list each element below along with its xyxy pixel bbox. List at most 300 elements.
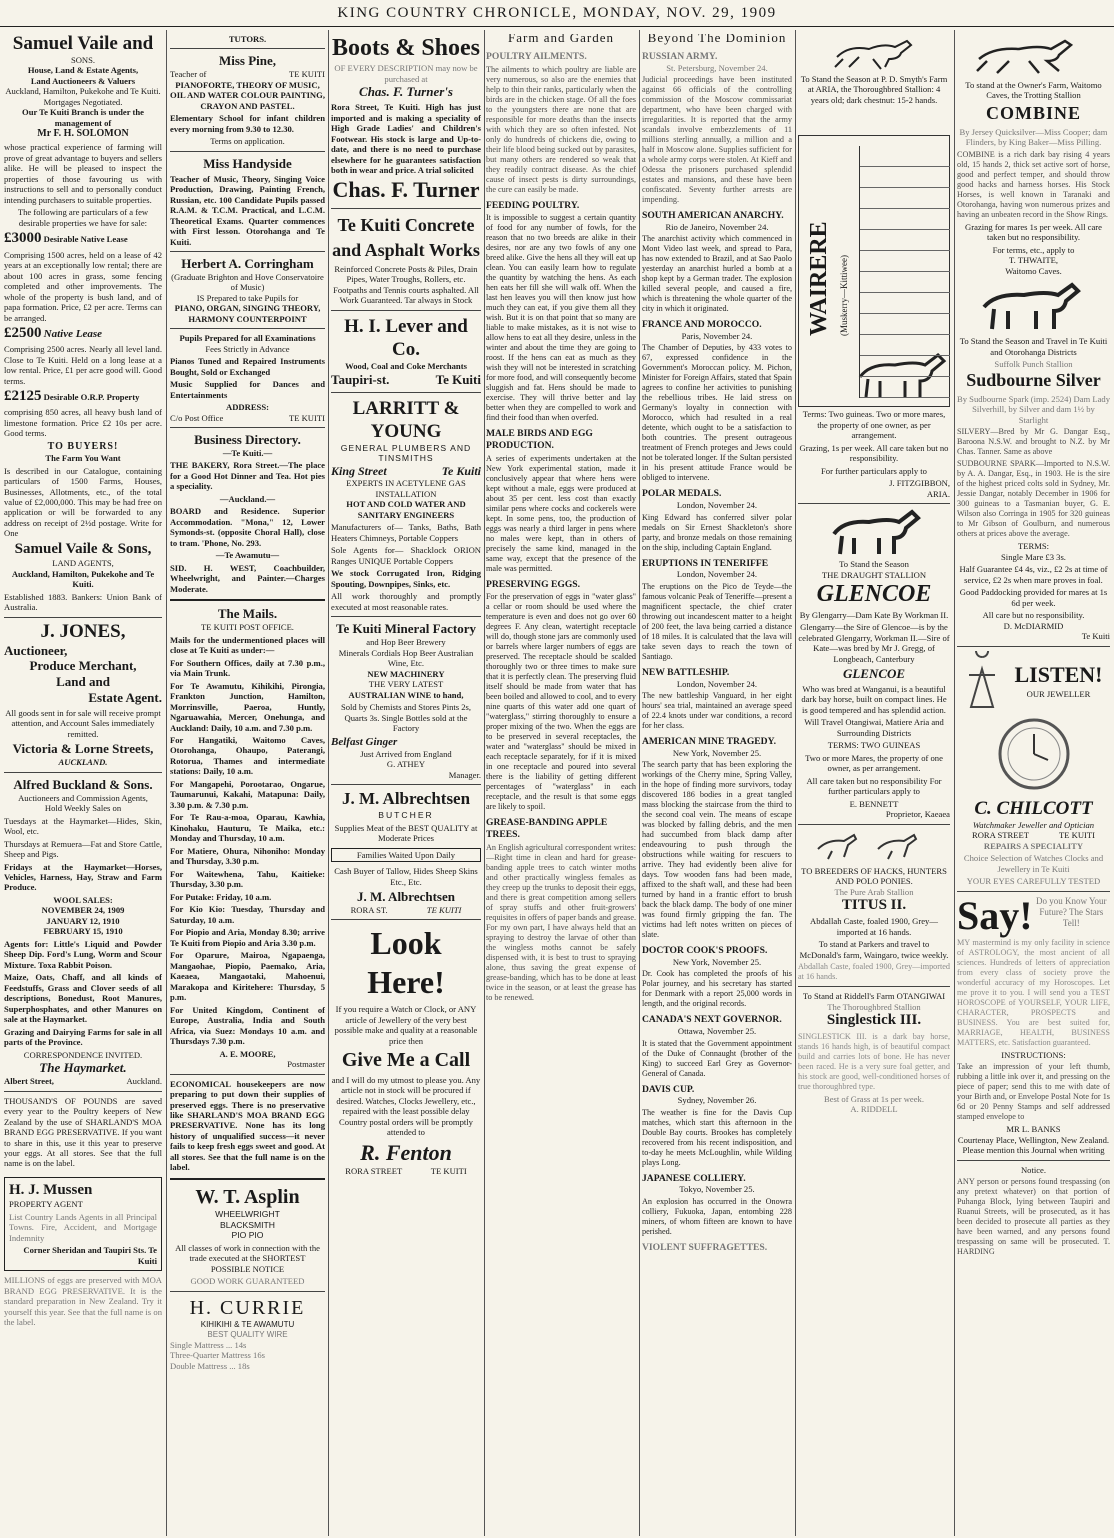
- all-work: All work thoroughly and promptly executed at most reasonable rates.: [331, 591, 481, 612]
- column-rule: [484, 30, 485, 1536]
- column-1: [4, 34, 162, 1532]
- chilcott-town: TE KUITI: [1058, 830, 1096, 841]
- corringham-exams: Pupils Prepared for all Examinations: [179, 333, 316, 344]
- hop-brewery: and Hop Beer Brewery: [366, 637, 446, 648]
- vaile-towns-2: Auckland, Hamilton, Pukekohe and Te Kuiti.: [11, 568, 155, 590]
- combine-name: COMBINE: [985, 102, 1081, 123]
- buckland-sub: Auctioneers and Commission Agents,: [18, 792, 148, 803]
- poultry-text: The ailments to which poultry are liable are very numerous, so also are the enemies that help to thin their ranks, particularly when the birds are in the chicken stage. Of all the foes to the youngsters there are none that are responsible for more deaths than the insects with which they are so often infested. Not only do hundreds of chickens die, owing to their life blood being sucked out by parasites, but many others are rendered so weak that they readily contract disease. As the chief cause of insect pests is dirty surroundings, the cure can easily be made.: [486, 64, 636, 194]
- good-work: GOOD WORK GUARANTEED: [190, 1276, 305, 1287]
- davis-text: The weather is fine for the Davis Cup matches, which start this afternoon in the Double Bay courts. Brookes has completely recovered from his recent indisposition, and to-day he meets McLoughlin, while Wilding plays Long.: [642, 1107, 792, 1167]
- glencoe-text: Who was bred at Wanganui, is a beautiful dark bay horse, built on compact lines. He is good tempered and has splendid action.: [801, 683, 947, 715]
- best-quality-wire: BEST QUALITY WIRE: [207, 1329, 288, 1339]
- say: Say!: [957, 892, 1033, 938]
- masthead: KING COUNTRY CHRONICLE, MONDAY, NOV. 29, 1909: [0, 0, 1114, 27]
- mussen-text: List Country Lands Agents in all Principal Towns. Fire, Accident, and Mortgage Indemnity: [9, 1211, 157, 1243]
- bennett-proprietor: Proprietor, Kaeaea: [885, 809, 950, 820]
- morocco-heading: FRANCE AND MOROCCO.: [642, 319, 762, 331]
- titus-stand: To stand at Parkers and travel to McDonald's farm, Waingaro, twice weekly.: [799, 939, 949, 960]
- jones-produce: Produce Merchant,: [29, 658, 137, 674]
- look-here: Look Here!: [367, 925, 445, 1001]
- haymarket: The Haymarket.: [39, 1060, 127, 1076]
- battleship-place: London, November 24.: [676, 678, 758, 689]
- handyside-text: Teacher of Music, Theory, Singing Voice Production, Drawing, Painting French, Russian, etc. 100 Candidate Pupils passed R.A.M. & T.C.M. Practical, and L.C.M. Theoretical Exams. Quarter commences with First lesson. Otorohanga and Te Kuiti.: [170, 173, 325, 247]
- boots-sub: OF EVERY DESCRIPTION may now be purchased at: [334, 63, 478, 84]
- rora-st: RORA ST.: [350, 904, 388, 915]
- manufacturers: Manufacturers of— Tanks, Baths, Bath Heaters Chimneys, Portable Coppers: [331, 522, 481, 543]
- property-3-title: Desirable O.R.P. Property: [43, 392, 140, 403]
- banks-address: Courtenay Place, Wellington, New Zealand.: [957, 1134, 1110, 1145]
- lever-name: H. I. Lever and Co.: [344, 315, 468, 361]
- teneriffe-heading: ERUPTIONS IN TENERIFFE: [642, 557, 769, 569]
- wairere-pedigree: [798, 135, 950, 407]
- all-care: All care but no responsibility.: [982, 610, 1085, 621]
- glencoe-sire: Glengarry—the Sire of Glencoe—is by the celebrated Glengarry, Workman II.—Sire of Kate—was bred by Mr J. Gregg, of Longbeach, Canterbury: [798, 622, 950, 664]
- glencoe-draught: THE DRAUGHT STALLION: [821, 569, 927, 580]
- business-directory: Business Directory.: [194, 432, 301, 448]
- thwaite: T. THWAITE,: [1008, 255, 1059, 266]
- buckland-tuesdays: Tuesdays at the Haymarket—Hides, Skin, Wool, etc.: [4, 815, 162, 837]
- governor-heading: CANADA'S NEXT GOVERNOR.: [642, 1014, 782, 1026]
- pine-terms: Terms on application.: [210, 136, 285, 147]
- column-5: [642, 34, 792, 1532]
- glencoe-care: All care taken but no responsibility For further particulars apply to: [806, 775, 942, 797]
- glencoe-terms: TERMS: TWO GUINEAS: [827, 740, 921, 751]
- combine-terms: For terms, etc., apply to: [992, 244, 1075, 255]
- singlestick-stand: To Stand at Riddell's Farm OTANGIWAI: [802, 991, 946, 1002]
- cook-heading: DOCTOR COOK'S PROOFS.: [642, 945, 768, 957]
- governor-place: Ottawa, November 25.: [677, 1026, 757, 1037]
- glencoe-name-2: GLENCOE: [842, 665, 906, 681]
- lady-figure-icon: [957, 651, 1007, 711]
- wheelwright: WHEELWRIGHT: [215, 1209, 280, 1220]
- corringham-prep: IS Prepared to take Pupils for: [196, 292, 299, 303]
- preserving-heading: PRESERVING EGGS.: [486, 578, 581, 590]
- belfast-ginger: Belfast Ginger: [331, 735, 398, 748]
- battleship-heading: NEW BATTLESHIP.: [642, 666, 730, 678]
- post-office: TE KUITI POST OFFICE.: [201, 622, 294, 633]
- mine-text: The search party that has been exploring the workings of the Cherry mine, Spring Valley, in the hope of finding more survivors, today discovered 186 bodies in a great tangled mass blocking the staircase from the third to the second coal vein. The means of escape was blocked by falling debris, and the men had succumbed from black damp after endeavouring to push through the obstructions while waiting for rescuers to arrive. They had evidently been alive for days. Tow wooden fans had been made, affixed to the shaft wall, and these had been turned by hand in a frantic effort to brush back the black damp. The body of one miner was found firmly gripping the fan. The victims had left notes written on pieces of slate.: [642, 760, 792, 940]
- fenton-name: R. Fenton: [360, 1139, 452, 1165]
- polar-heading: POLAR MEDALS.: [642, 488, 722, 500]
- albrechtsen-name: J. M. Albrechtsen: [341, 789, 471, 809]
- hot-cold-water: HOT AND COLD WATER AND SANITARY ENGINEERS: [346, 499, 466, 520]
- taupiri-st: Taupiri-st.: [331, 371, 390, 387]
- singlestick-sub: The Thoroughbred Stallion: [827, 1001, 921, 1012]
- cook-place: New York, November 25.: [672, 956, 762, 967]
- mails-item: For Waitewhena, Tahu, Kaitieke: Thursday, 3.30 p.m.: [170, 868, 325, 890]
- concrete-works: Te Kuiti Concrete and Asphalt Works: [332, 215, 480, 260]
- vaile-firm: Samuel Vaile and: [12, 34, 154, 54]
- japanese-text: An explosion has occurred in the Onowra colliery, Fukuoka, Japan, entombing 228 miners, of whom fifteen are known to have perished.: [642, 1196, 792, 1236]
- combine-by: By Jersey Quicksilver—Miss Cooper; dam Flinders, by King Baker—Miss Pilling.: [959, 126, 1108, 148]
- sole-agents: Sole Agents for— Shacklock ORION Ranges UNIQUE Portable Coppers: [331, 545, 481, 566]
- farm-you-want: The Farm You Want: [45, 453, 121, 464]
- sudbourne-by: By Sudbourne Spark (imp. 2524) Dam Lady Silverhill, by Silver and dam 1½ by Starlight: [957, 393, 1110, 425]
- column-rule: [328, 30, 329, 1536]
- wool-date: FEBRUARY 15, 1910: [43, 926, 123, 937]
- buckland-fridays: Fridays at the Haymarket—Horses, Vehicles, Harness, Hay, Straw and Farm Produce.: [4, 861, 162, 893]
- to-buyers: TO BUYERS!: [47, 440, 119, 452]
- glencoe-mares: Two or more Mares, the property of one owner, as per arrangement.: [805, 752, 943, 774]
- address-heading: ADDRESS:: [226, 402, 269, 413]
- column-rule: [795, 30, 796, 1536]
- japanese-place: Tokyo, November 25.: [679, 1184, 755, 1195]
- column-3: [331, 34, 481, 1532]
- russian-text: Judicial proceedings have been instituted against 66 officials of the controlling commission of the Moscow commissariat department, who have been charged with irregularities. It is reported that the army scandals involve embezzlements of 11 millions sterling annually, a million and a half in Moscow alone. Supplies sufficient for a whole army corps were stolen. At Kieff and Odessa the prisoners purchased splendid estates and mansions, and these have been confiscated. Seventy further arrests are impending.: [642, 75, 792, 205]
- combine-grazing: Grazing for mares 1s per week. All care taken but no responsibility.: [965, 221, 1102, 243]
- bennett: E. BENNETT: [849, 798, 899, 809]
- mussen-name: H. J. Mussen: [9, 1181, 93, 1198]
- mails-item: For Mangapehi, Porootarao, Ongarue, Taumarunui, Kakahi, Matapuna: Daily, 3.30 p.m. & 7.30 p.m.: [170, 778, 325, 810]
- property-2-price: £2500: [4, 324, 42, 341]
- sudbourne-stand: To Stand the Season and Travel in Te Kuiti and Otorohanga Districts: [959, 336, 1108, 357]
- notice-heading: Notice.: [1020, 1164, 1047, 1175]
- morocco-text: The Chamber of Deputies, by 433 votes to 67, expressed confidence in the Government's Moroccan policy. M. Pichon, Minister for Foreign Affairs, stated that Spain agrees to confine her activities to punishing the rebellious tribes. He laid stress on Germany's loyalty in connection with Morocco, which had resulted in a real detente, which ought to be a satisfaction to both countries. The present outrageous treatment of French proteges and Jews could not be tolerated longer. If the Sultan persisted in his present attitude France would be obliged to intervene.: [642, 343, 792, 483]
- singlestick-name: Singlestick III.: [826, 1012, 922, 1029]
- mcdiarmid-town: Te Kuiti: [1081, 631, 1110, 642]
- watchmaker: Watchmaker Jeweller and Optician: [972, 819, 1095, 830]
- mails-item: For Hangatiki, Waitomo Caves, Otorohanga, Ohaupo, Paterangi, Rotorua, Thames and intermediate stations: Daily, 10 a.m.: [170, 735, 325, 777]
- buckland-grazing: Grazing and Dairying Farms for sale in all parts of the Province.: [4, 1026, 162, 1048]
- jones-name: J. JONES,: [40, 620, 126, 642]
- sudbourne-text: SUDBOURNE SPARK—Imported to N.S.W. by A. A. Dangar, Esq., in 1903. He is the sire of the highest priced colts sold in Sydney, Mr. Jessie Dangar, notably December in 1906 for 300 guineas to a Tasmanian buyer, G. E. Wilson also Corringa in 1905 for 320 guineas to Mr Gibson of Goulburn, and numerous others at prices above the average.: [957, 459, 1110, 539]
- wairere-sub: (Muskerry—Kittiwee): [839, 255, 849, 337]
- mails-item: For Putake: Friday, 10 a.m.: [170, 891, 272, 902]
- just-arrived: Just Arrived from England: [360, 748, 452, 759]
- morocco-place: Paris, November 24.: [681, 330, 753, 341]
- correspondence: CORRESPONDENCE INVITED.: [23, 1049, 143, 1060]
- tutors-heading: TUTORS.: [228, 34, 267, 44]
- mails-item: For Te Rau-a-moa, Oparau, Kawhia, Kinohaku, Hauturu, Te Maika, etc.: Monday and Thursday, 10 a.m.: [170, 812, 325, 844]
- mails-item: For Te Awamutu, Kihikihi, Pirongia, Frankton Junction, Hamilton, Morrinsville, Paeroa, Huntly, Ngaruawahia, Mercer, Onehunga, and Auckland: Daily, 10 a.m. and 7.30 p.m.: [170, 680, 325, 733]
- vaile-branch: Our Te Kuiti Branch is under the management of: [22, 107, 144, 128]
- fitzgibbon: J. FITZGIBBON,: [889, 478, 950, 489]
- glencoe-name: GLENCOE: [816, 581, 932, 608]
- victoria-lorne: Victoria & Lorne Streets,: [12, 741, 154, 757]
- albrechtsen-name-2: J. M. Albrechtsen: [357, 889, 455, 904]
- breeders-heading: TO BREEDERS OF HACKS, HUNTERS AND POLO PONIES.: [801, 865, 947, 887]
- fenton-town: TE KUITI: [430, 1166, 467, 1177]
- vaile-sons: SONS.: [70, 54, 96, 65]
- glencoe-stand: To Stand the Season: [839, 559, 909, 570]
- dir-tekuiti: —Te Kuiti.—: [222, 448, 273, 458]
- our-jeweller: OUR JEWELLER: [1026, 688, 1091, 699]
- combine-text: COMBINE is a rich dark bay rising 4 years old, 15 hands 2, thick set active sort of horse, good and perfect temper, and should throw good hacks and harness horses. His Stock Horses, is well known in Taranaki and Otorohanga, having won numerous prizes and having an unbeaten record in the Show Rings.: [957, 149, 1110, 219]
- polar-place: London, November 24.: [676, 500, 758, 511]
- property-2-title: Native Lease: [43, 327, 102, 340]
- address-line: C/o Post Office: [170, 412, 224, 423]
- mails-intro: Mails for the undermentioned places will close at Te Kuiti as under:—: [170, 634, 325, 656]
- mineral-factory: Te Kuiti Mineral Factory: [336, 621, 476, 637]
- auckland-label: AUCKLAND.: [58, 757, 108, 768]
- wairere-further: For further particulars apply to: [821, 465, 927, 476]
- land-agents: LAND AGENTS,: [52, 558, 114, 569]
- property-agent: PROPERTY AGENT: [9, 1199, 83, 1210]
- buckland-maize: Maize, Oats, Chaff, and all kinds of Feedstuffs, Grass and Clover seeds of all descriptions, Bonedust, Root Manures, Superphosphates, and other Manures on sale at the Haymarket.: [4, 972, 162, 1025]
- mails-item: For Matiere, Ohura, Nihoniho: Monday and Thursday, 3.30 p.m.: [170, 845, 325, 867]
- corringham-tuned: Pianos Tuned and Repaired Instruments Bought, Sold or Exchanged: [170, 356, 325, 377]
- combine-stand: To stand at the Owner's Farm, Waitomo Caves, the Trotting Stallion: [965, 80, 1102, 101]
- currie-name: H. CURRIE: [189, 1296, 306, 1319]
- silvery: SILVERY—Bred by Mr G. Dangar Esq., Baroona N.S.W. and brought to N.Z. by Mr Chas. Tanner. Same as above: [957, 427, 1110, 457]
- governor-text: It is stated that the Government appointment of the Duke of Connaught (brother of the King) to succeed Earl Grey as Governor-General of Canada.: [642, 1038, 792, 1078]
- poultry-heading: POULTRY AILMENTS.: [486, 50, 587, 62]
- pine-name: Miss Pine,: [218, 53, 277, 69]
- established: Established 1883. Bankers: Union Bank of Australia.: [4, 591, 162, 613]
- jones-land: Land and: [56, 674, 110, 690]
- albert-city: Auckland.: [126, 1076, 162, 1087]
- mussen-corner: Corner Sheridan and Taupiri Sts. Te Kuiti: [23, 1245, 157, 1266]
- athey-manager: Manager.: [448, 769, 481, 780]
- vaile-manager-text: whose practical experience of farming will prove of great advantage to buyers and sellers alike. He will be pleased to inspect the properties of those favouring us with instructions to sell and to personally conduct intending purchasers to suitable properties.: [4, 142, 162, 205]
- sudbourne-terms: TERMS:: [1017, 541, 1050, 552]
- minerals-list: Minerals Cordials Hop Beer Australian Wine, Etc.: [338, 647, 474, 669]
- mails-item: For Southern Offices, daily at 7.30 p.m., via Main Trunk.: [170, 657, 325, 679]
- mails-item: For United Kingdom, Continent of Europe, Australia, India and South Africa, via Suez: Mondays 10 a.m. and Thursdays 7.30 p.m.: [170, 1004, 325, 1047]
- teneriffe-place: London, November 24.: [676, 569, 758, 580]
- mattress-item: Double Mattress ... 18s: [170, 1360, 250, 1371]
- vaile-mortgages: Mortgages Negotiated.: [43, 96, 123, 107]
- general-plumbers: GENERAL PLUMBERS AND TINSMITHS: [340, 442, 472, 464]
- west: SID. H. WEST, Coachbuilder, Wheelwright, and Painter.—Charges Moderate.: [170, 562, 325, 594]
- trotting-horse-icon: [969, 37, 1099, 77]
- larritt-young: LARRITT & YOUNG: [352, 397, 460, 442]
- currie-towns: KIHIKIHI & TE AWAMUTU: [200, 1320, 295, 1330]
- wool-date: JANUARY 12, 1910: [46, 915, 120, 926]
- single-mare: Single Mare £3 3s.: [1001, 551, 1066, 562]
- suffolk: Suffolk Punch Stallion: [994, 359, 1073, 370]
- australian-wine: AUSTRALIAN WINE to hand,: [348, 689, 464, 700]
- teneriffe-text: The eruptions on the Pico de Teyde—the famous volcanic Peak of Teneriffe—present a magnificent spectacle, the chief crater throwing out incandescent matter to a height of 200 feet, the lava being carried a distance of 18 miles. It is calculated that the lava will take seven days to reach the town of Santiago.: [642, 581, 792, 661]
- battleship-text: The new battleship Vanguard, in her eight hours' sea trial, maintained an average speed of 22.4 knots under war conditions, a record for her class.: [642, 690, 792, 730]
- corringham-music: Music Supplied for Dances and Entertainments: [170, 379, 325, 400]
- families-waited: Families Waited Upon Daily: [331, 848, 481, 862]
- russian-place: St. Petersburg, November 24.: [666, 62, 768, 73]
- pine-teacher: Teacher of: [170, 69, 207, 80]
- titus-name: TITUS II.: [841, 897, 907, 914]
- know-future: Do you Know Your Future? The Stars Tell!: [1036, 895, 1107, 928]
- mention-journal: Please mention this Journal when writing: [962, 1145, 1105, 1156]
- wool-date: NOVEMBER 24, 1909: [41, 905, 125, 916]
- jones-auctioneer: Auctioneer,: [4, 642, 68, 658]
- feeding-heading: FEEDING POULTRY.: [486, 199, 580, 211]
- column-rule: [954, 30, 955, 1536]
- wairere-terms: Terms: Two guineas. Two or more mares, the property of one owner, as per arrangement.: [802, 409, 946, 441]
- dir-teawamutu: —Te Awamutu—: [215, 550, 280, 561]
- farm-garden-heading: Farm and Garden: [508, 34, 614, 45]
- mails-item: For Piopio and Aria, Monday 8.30; arrive Te Kuiti from Piopio and Aria 3.30 p.m.: [170, 927, 325, 948]
- mails-item: For Oparure, Mairoa, Ngapaenga, Mangaohae, Piopio, Paemako, Aria, Kaeaea, Mangaotaki, Mahoenui, Marakopa and Kiritehere: Thursday, 5 p.m.: [170, 950, 325, 1003]
- bakery: THE BAKERY, Rora Street.—The place for a Good Hot Dinner and Tea. Hot pies a speciality.: [170, 460, 325, 492]
- farm-text: Is described in our Catalogue, containing particulars of 1500 Farms, Houses, Businesses, Allotments, etc., of the total value of £2,000,000. This may be had free on application or will be forwarded to any address on receipt of 2½d postage. Write for One: [4, 465, 162, 539]
- acetylene: EXPERTS IN ACETYLENE GAS INSTALLATION: [346, 478, 466, 499]
- concrete-text: Reinforced Concrete Posts & Piles, Drain Pipes, Water Troughs, Rollers, etc. Footpaths and Tennis courts asphalted. All Work Guaranteed. Tar always in Stock: [333, 263, 479, 306]
- jones-text: All goods sent in for sale will receive prompt attention, and Account Sales immediately remitted.: [5, 707, 161, 739]
- draught-horse-icon: [824, 508, 924, 556]
- russian-heading: RUSSIAN ARMY.: [642, 50, 718, 62]
- pine-town: TE KUITI: [288, 69, 325, 80]
- glencoe-travel: Will Travel Otangiwai, Matiere Aria and Surrounding Districts: [804, 717, 944, 738]
- instructions-text: Take an impression of your left thumb, rubbing a little ink over it, and pressing on the piece of paper; send this to me with date of your Birth and, or Envelope Postal Note for 1s 6d or 20 Penny Stamps and self addressed stamped envelope to: [957, 1062, 1110, 1122]
- mails-item: For Kio Kio: Tuesday, Thursday and Saturday, 10 a.m.: [170, 904, 325, 925]
- wool-sales: WOOL SALES:: [53, 894, 113, 905]
- paddocking: Good Paddocking provided for mares at 1s 6d per week.: [959, 587, 1108, 608]
- turner-text: Rora Street, Te Kuiti. High has just imported and is making a speciality of High Grade Ladies' and Children's Footwear. His stock is large and Up-to-date, and there is no need to purchase elsewhere for he guarantees satisfaction both in wear and price. A trial solicited: [331, 102, 481, 175]
- taupiri-town: Te Kuiti: [435, 371, 481, 387]
- polar-text: King Edward has conferred silver polar medals on Sir Ernest Shackleton's shore party, and bronze medals on those remaining on the ship, including Captain England.: [642, 512, 792, 552]
- repairs: REPAIRS A SPECIALITY: [983, 840, 1084, 851]
- property-1-title: Desirable Native Lease: [43, 234, 128, 245]
- vaile-auction: Land Auctioneers & Valuers: [30, 75, 136, 86]
- butcher: BUTCHER: [378, 810, 434, 821]
- column-4: [486, 34, 636, 1532]
- athey: G. ATHEY: [386, 759, 426, 770]
- column-2: [170, 34, 325, 1532]
- vaile-firm-2: Samuel Vaile & Sons,: [14, 540, 152, 557]
- corringham-subjects: PIANO, ORGAN, SINGING THEORY, HARMONY COUNTERPOINT: [174, 303, 321, 324]
- glencoe-by: By Glengarry—Dam Kate By Workman II.: [799, 609, 949, 620]
- economical-ad: ECONOMICAL housekeepers are now preparing to put down their supplies of preserved eggs. There is no preservative like SHARLAND'S MOA BRAND EGG PRESERVATIVE. None has its long history of unqualified success—it never fails to keep fresh eggs sweet and good. At all stores. See that the full name is on the label.: [170, 1078, 325, 1173]
- property-1-price: £3000: [4, 230, 42, 247]
- very-latest: THE VERY LATEST: [368, 679, 444, 690]
- listen: LISTEN!: [1014, 661, 1103, 687]
- preserving-text: For the preservation of eggs in "water glass" a cellar or room should be used where the temperature is even and does not go over 60 degrees F. Any clean, watertight receptacle will do, though stone jars are commonly used or barrels where larger numbers of eggs are preserved. The receptacle should be scalded thoroughly two or three times to make sure that it is perfectly clean. The preserving fluid itself should be made from water that has been boiled and allowed to cool, and to every nine quarts of this water add one quart of "waterglass," stirring thoroughly to ensure a proper mixing of the two. When the eggs are to be preserved in several receptacles, the water and "waterglass" should be mixed in each receptacle separately, for if it is mixed in one receptacle and poured into several there is the liability of getting different percentages of "waterglass" in each receptacle, and the result is that some eggs are likely to spoil.: [486, 592, 636, 812]
- dir-auckland: —Auckland.—: [219, 493, 276, 504]
- property-2-text: Comprising 2500 acres. Nearly all level land. Close to Te Kuiti. Held on a long lease at a low rental. Price, £1 per acre good will. Good terms.: [4, 344, 162, 386]
- buckland-thursdays: Thursdays at Remuera—Fat and Store Cattle, Sheep and Pigs.: [4, 838, 162, 860]
- pedigree-grid: [859, 146, 950, 398]
- buckland-weekly: Hold Weekly Sales on: [44, 803, 122, 814]
- horses-icon: [814, 829, 934, 863]
- butcher-supplies: Supplies Meat of the BEST QUALITY at Moderate Prices: [334, 822, 478, 844]
- rora-town: TE KUITI: [426, 904, 462, 915]
- eyes-tested: YOUR EYES CAREFULLY TESTED: [966, 876, 1101, 887]
- grease-heading: GREASE-BANDING APPLE TREES.: [486, 817, 608, 841]
- chilcott-street: RORA STREET: [971, 830, 1030, 841]
- astrology-text: MY mastermind is my only facility in science of ASTROLOGY, the most ancient of all sciences. Hundreds of letters of appreciation from every class of society prove the wonderful accuracy of my Horoscopes. Let me prove it to you. I will send you a TEST HOROSCOPE of YOURSELF, YOUR LIFE, CHARACTER, PROSPECTS and BUSINESS. You are best suited for, MARRIAGE, HEALTH, BUSINESS MATTERS, etc. Satisfaction guaranteed.: [957, 937, 1110, 1047]
- mcdiarmid: D. McDIARMID: [1003, 620, 1064, 631]
- mattress-item: Single Mattress ... 14s: [170, 1339, 247, 1350]
- riddell: A. RIDDELL: [850, 1104, 898, 1114]
- column-rule: [166, 30, 167, 1536]
- clock-icon: [994, 714, 1074, 794]
- wairere-intro: To Stand the Season at P. D. Smyth's Farm at ARIA, the Thoroughbred Stallion: 4 years old; dark chestnut: 15-2 hands.: [800, 74, 948, 105]
- choice-selection: Choice Selection of Watches Clocks and Jewellery in Te Kuiti: [963, 853, 1104, 874]
- japanese-heading: JAPANESE COLLIERY.: [642, 1172, 746, 1184]
- buckland-agents: Agents for: Little's Liquid and Powder Sheep Dip. Ford's Lung, Worm and Scour Mixture. Toxa Rabbit Poison.: [4, 938, 162, 970]
- blacksmith: BLACKSMITH: [220, 1219, 275, 1230]
- moore: A. E. MOORE,: [219, 1048, 276, 1059]
- corringham-fees: Fees Strictly in Advance: [205, 343, 290, 354]
- fenton-street: RORA STREET: [345, 1166, 403, 1177]
- boots-shoes: Boots & Shoes: [331, 35, 481, 61]
- anarchy-text: The anarchist activity which commenced in Mont Video last week, and spread to Para, has now extended to Brazil, and at Sao Paolo yesterday an anarchist hurled a bomb at a shop kept by a German trader. The explosion killed several people, and caused a fire, which is threatening the whole quarter of the city in which it originated.: [642, 234, 792, 314]
- corringham-sub: (Graduate Brighton and Hove Conservatoire of Music): [171, 271, 324, 293]
- king-street: King Street: [331, 463, 387, 478]
- stock: We stock Corrugated Iron, Ridging Spouting, Downpipes, Sinks, etc.: [331, 568, 481, 589]
- lever-sub: Wood, Coal and Coke Merchants: [345, 361, 467, 372]
- male-heading: MALE BIRDS AND EGG PRODUCTION.: [486, 428, 593, 451]
- asplin-name: W. T. Asplin: [195, 1185, 300, 1208]
- chilcott-name: C. CHILCOTT: [974, 797, 1093, 819]
- suffragettes-heading: VIOLENT SUFFRAGETTES.: [642, 1241, 768, 1253]
- waitomo: Waitomo Caves.: [1005, 265, 1062, 276]
- handyside-name: Miss Handyside: [203, 155, 292, 171]
- instructions-heading: INSTRUCTIONS:: [1001, 1049, 1066, 1060]
- albert-street: Albert Street,: [4, 1076, 54, 1087]
- corringham-name: Herbert A. Corringham: [181, 255, 314, 271]
- property-3-price: £2125: [4, 388, 42, 405]
- jones-estate: Estate Agent.: [88, 690, 162, 706]
- cook-text: Dr. Cook has completed the proofs of his Polar journey, and his secretary has started for Denmark with a report 25,000 words in length, and the original records.: [642, 969, 792, 1009]
- mattress-item: Three-Quarter Mattress 16s: [170, 1350, 265, 1361]
- vaile-manager: Mr F. H. SOLOMON: [37, 128, 129, 140]
- anarchy-place: Rio de Janeiro, November 24.: [665, 221, 769, 232]
- address-town: TE KUITI: [288, 412, 325, 423]
- pine-subjects: PIANOFORTE, THEORY OF MUSIC, OIL AND WATER COLOUR PAINTING, CRAYON AND PASTEL.: [170, 79, 325, 111]
- davis-heading: DAVIS CUP.: [642, 1083, 695, 1095]
- property-3-text: comprising 850 acres, all heavy bush land of limestone formation. Price £2 10s per acre. Good terms.: [4, 407, 162, 439]
- vaile-agents: House, Land & Estate Agents,: [27, 65, 139, 76]
- grease-text: An English agricultural correspondent writes:—Right time in clean and hard for grease-banding apple trees to catch winter moths and other practically wingless females as they creep up the trunks to deposit their eggs, and there is great competition among sellers of spray stuffs and other fruit-growers' requisites in offers of paper bands and grease. For my own part, I have always held that an spraying to destroy the larvae of other than the wingless moths cannot be safely dispensed with, it is best to trust to spraying alone, thus saving the great expense of grease-banding, which has to be done at least twice in the season, or at least the grease has to be renewed.: [486, 842, 636, 1002]
- titus-by: Abdallah Caste, foaled 1900, Grey—imported at 16 hands.: [810, 916, 938, 937]
- sudbourne-name: Sudbourne Silver: [966, 369, 1101, 390]
- piopio: PIO PIO: [231, 1230, 264, 1241]
- titus-filler: Abdallah Caste, foaled 1900, Grey—imported at 16 hands.: [798, 962, 950, 982]
- banks: MR L. BANKS: [1006, 1124, 1061, 1135]
- column-rule: [639, 30, 640, 1536]
- davis-place: Sydney, November 26.: [677, 1095, 757, 1106]
- pine-school: Elementary School for infant children every morning from 9.30 to 12.30.: [170, 113, 325, 134]
- king-town: Te Kuiti: [441, 463, 481, 478]
- notice-text: ANY person or persons found trespassing (on any pretext whatever) on that portion of Puhanga Block, lying between Taupiri and Ruanui Streets, will be prosecuted, as it has been decided to prosecute all parties as they have been warned, and any persons found trespassing on same will be prosecuted. T. HARDING: [957, 1177, 1110, 1257]
- postmaster: Postmaster: [287, 1059, 325, 1070]
- beyond-heading: Beyond The Dominion: [647, 34, 787, 45]
- feeding-text: It is impossible to suggest a certain quantity of food for any number of fowls, for the reason that no two breeds are alike in their desires, nor are any two fowls of any one breed alike. Give the hens all they will eat up clean. You can easily learn how to regulate the quantity by watching the hens. As each hen eats her fill she will walk off. When the last hen leaves you will then know just how much they can eat, if you give them all they wish. But it is on that point that so many are liable to make mistakes, as it is not wise to allow hens to eat all they desire, unless in the winter and about the time they are going to roost. If the hens can eat as much as they wish they will not be interested in scratching for more food, and will consequently become sluggish and fat. Hens should be made to exercise. They will thrive better and lay better when they are compelled to work and find their food than when overfed.: [486, 213, 636, 423]
- vaile-following: The following are particulars of a few desirable properties we have for sale:: [17, 207, 149, 228]
- column-7: [957, 34, 1110, 1532]
- mine-place: New York, November 25.: [672, 747, 762, 758]
- male-text: A series of experiments undertaken at the New York experimental station, made it conclusively appear that where hens were kept without a male, eggs were produced at about 35 per cent. less cost than exactly similar pens where cocks and cockerels were kept. In some pens, too, the production of eggs was nearly a third larger in pens where no males were kept, than in others of precisely the same kind, managed in the same way, except that the presence of the male was permitted.: [486, 453, 636, 573]
- property-1-text: Comprising 1500 acres, held on a lease of 42 years at an exceptionally low rental; there are about 100 acres in grass, some fencing completed and other improvements. The whole of the property is bush land, and of papa formation. Price, £2 per acre. Terms can be arranged.: [4, 249, 162, 323]
- board-residence: BOARD and Residence. Superior Accommodation. "Mona," 12, Lower Symonds-st. (opposite Choral Hall), close to tram. 'Phone, No. 293.: [170, 506, 325, 548]
- millions-ad: MILLIONS of eggs are preserved with MOA BRAND EGG PRESERVATIVE. It is the standard preparation in New Zealand. Try it yourself this year. See that the full name is on the label.: [4, 1275, 162, 1328]
- pure-arab: The Pure Arab Stallion: [834, 886, 914, 897]
- buckland-firm: Alfred Buckland & Sons.: [13, 776, 153, 792]
- wairere-name: WAIRERE: [806, 221, 832, 337]
- mine-heading: AMERICAN MINE TRAGEDY.: [642, 735, 777, 747]
- anarchy-heading: SOUTH AMERICAN ANARCHY.: [642, 210, 784, 222]
- give-me-a-call: Give Me a Call: [341, 1049, 471, 1072]
- singlestick-text: SINGLESTICK III. is a dark bay horse, stands 16 hands high, is of beautiful compact build and carries lots of bone. He has never been raced. He is a very sure foal getter, and his stock are good, well-conditioned horses of true thoroughbred type.: [798, 1031, 950, 1091]
- cash-buyer: Cash Buyer of Tallow, Hides Sheep Skins Etc., Etc.: [334, 866, 478, 887]
- wairere-grazing: Grazing, 1s per week. All care taken but no responsibility.: [799, 442, 949, 464]
- turner-firm: Chas. F. Turner's: [359, 84, 453, 100]
- mails-heading: The Mails.: [217, 606, 278, 622]
- thousands-ad: THOUSAND'S OF POUNDS are saved every year to the Poultry keepers of New Zealand by the use of SHARLAND'S MOA BRAND EGG PRESERVATIVE. If you want to share in this, use it this year to preserve your eggs. At all stores. See that the full name is on the label.: [4, 1095, 162, 1169]
- asplin-text: All classes of work in connection with the trade executed at the SHORTEST POSSIBLE NOTICE: [175, 1242, 320, 1274]
- half-guarantee: Half Guarantee £4 4s, viz., £2 2s at time of service, £2 2s when mare proves in foal.: [959, 564, 1108, 585]
- look-text: If you require a Watch or Clock, or ANY article of Jewellery of the very best possible make and quality at a reasonable price then: [334, 1004, 478, 1046]
- column-6: [798, 34, 950, 1532]
- new-machinery: NEW MACHINERY: [367, 668, 445, 679]
- best-grass: Best of Grass at 1s per week.: [824, 1093, 924, 1104]
- fitzgibbon-aria: ARIA.: [926, 488, 950, 499]
- racehorse-icon: [829, 37, 919, 71]
- vaile-towns: Auckland, Hamilton, Pukekohe and Te Kuiti.: [5, 86, 161, 97]
- sold-by: Sold by Chemists and Stores Pints 2s, Quarts 3s. Single Bottles sold at the Factory: [340, 702, 472, 734]
